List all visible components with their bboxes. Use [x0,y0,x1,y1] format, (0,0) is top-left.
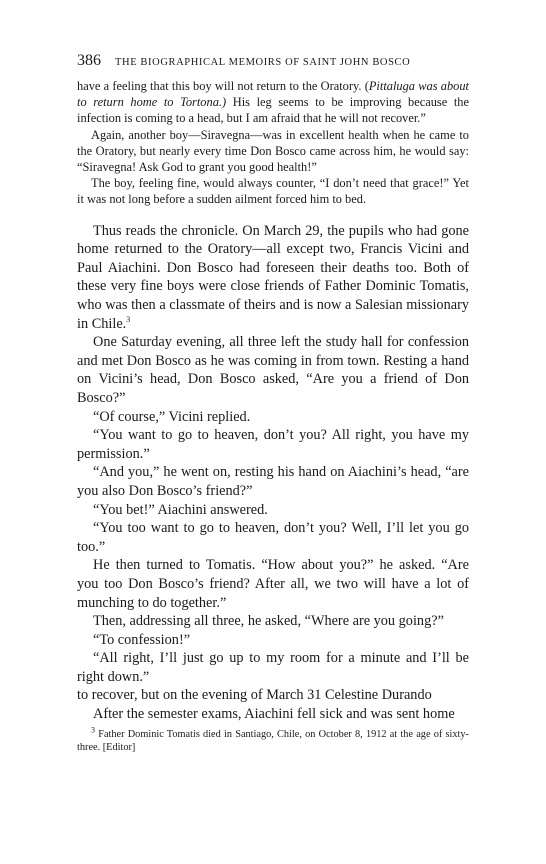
book-page [77,52,469,755]
footnote [77,725,469,755]
main-text [77,222,469,724]
body-paragraph: One Saturday evening, all three left the study hall for confession and met Don Bosco as he was coming in from town. Resting a hand on Vicini’s head, Don Bosco asked, “Are you a friend of Don Bosco?” [77,334,469,406]
italic-aside: Pittaluga was about to return home to Tortona.) [77,79,469,110]
footnote-text: $^3$ Father Dominic Tomatis died in Santiago, Chile, on October 8, 1912 at the age of sixty-three. [Editor] [77,725,469,754]
chronicle-paragraph: Again, another boy—Siravegna—was in excellent health when he came to the Oratory, but nearly every time Don Bosco came across him, he would say: “Siravegna! Ask God to grant you good health!” [77,127,469,175]
body-paragraph: “To confession!” [93,631,191,648]
body-line: After the semester exams, Aiachini fell sick and was sent home [93,706,455,723]
page-number: 386 [77,52,101,69]
body-paragraph: “You want to go to heaven, don’t you? All right, you have my permission.” [77,427,469,462]
body-paragraph: “You too want to go to heaven, don’t you? Well, I’ll let you go too.” [77,520,469,555]
footnote-reference: 3 [126,314,131,324]
body-paragraph: “And you,” he went on, resting his hand on Aiachini’s head, “are you also Don Bosco’s friend?” [77,464,469,499]
body-line: to recover, but on the evening of March 31 Celestine Durando [77,687,432,704]
page-header [77,52,469,74]
body-paragraph: Then, addressing all three, he asked, “Where are you going?” [93,613,444,630]
body-paragraph: He then turned to Tomatis. “How about you?” he asked. “Are you too Don Bosco’s friend? After all, we two will have a lot of munching to do together.” [77,557,469,611]
body-paragraph: “Of course,” Vicini replied. [93,408,251,425]
chronicle-paragraph: have a feeling that this boy will not return to the Oratory. (Pittaluga was about to return home to Tortona.) His leg seems to be improving because the infection is coming to a head, but I am afraid that he will not recover.” [77,79,469,126]
running-title: THE BIOGRAPHICAL MEMOIRS OF SAINT JOHN BOSCO [115,57,411,68]
chronicle-excerpt [77,78,469,208]
body-paragraph: “All right, I’ll just go up to my room for a minute and I’ll be right down.” [77,650,469,685]
body-paragraph: Thus reads the chronicle. On March 29, the pupils who had gone home returned to the Oratory—all except two, Francis Vicini and Paul Aiachini. Don Bosco had foreseen their deaths too. Both of these very fine boys were close friends of Father Dominic Tomatis, who was then a classmate of theirs and is now a Salesian missionary in Chile.$^3$ [77,222,469,332]
body-paragraph: “You bet!” Aiachini answered. [93,501,268,518]
chronicle-paragraph: The boy, feeling fine, would always counter, “I don’t need that grace!” Yet it was not long before a sudden ailment forced him to bed. [77,176,469,207]
footnote-marker: 3 [91,725,95,735]
